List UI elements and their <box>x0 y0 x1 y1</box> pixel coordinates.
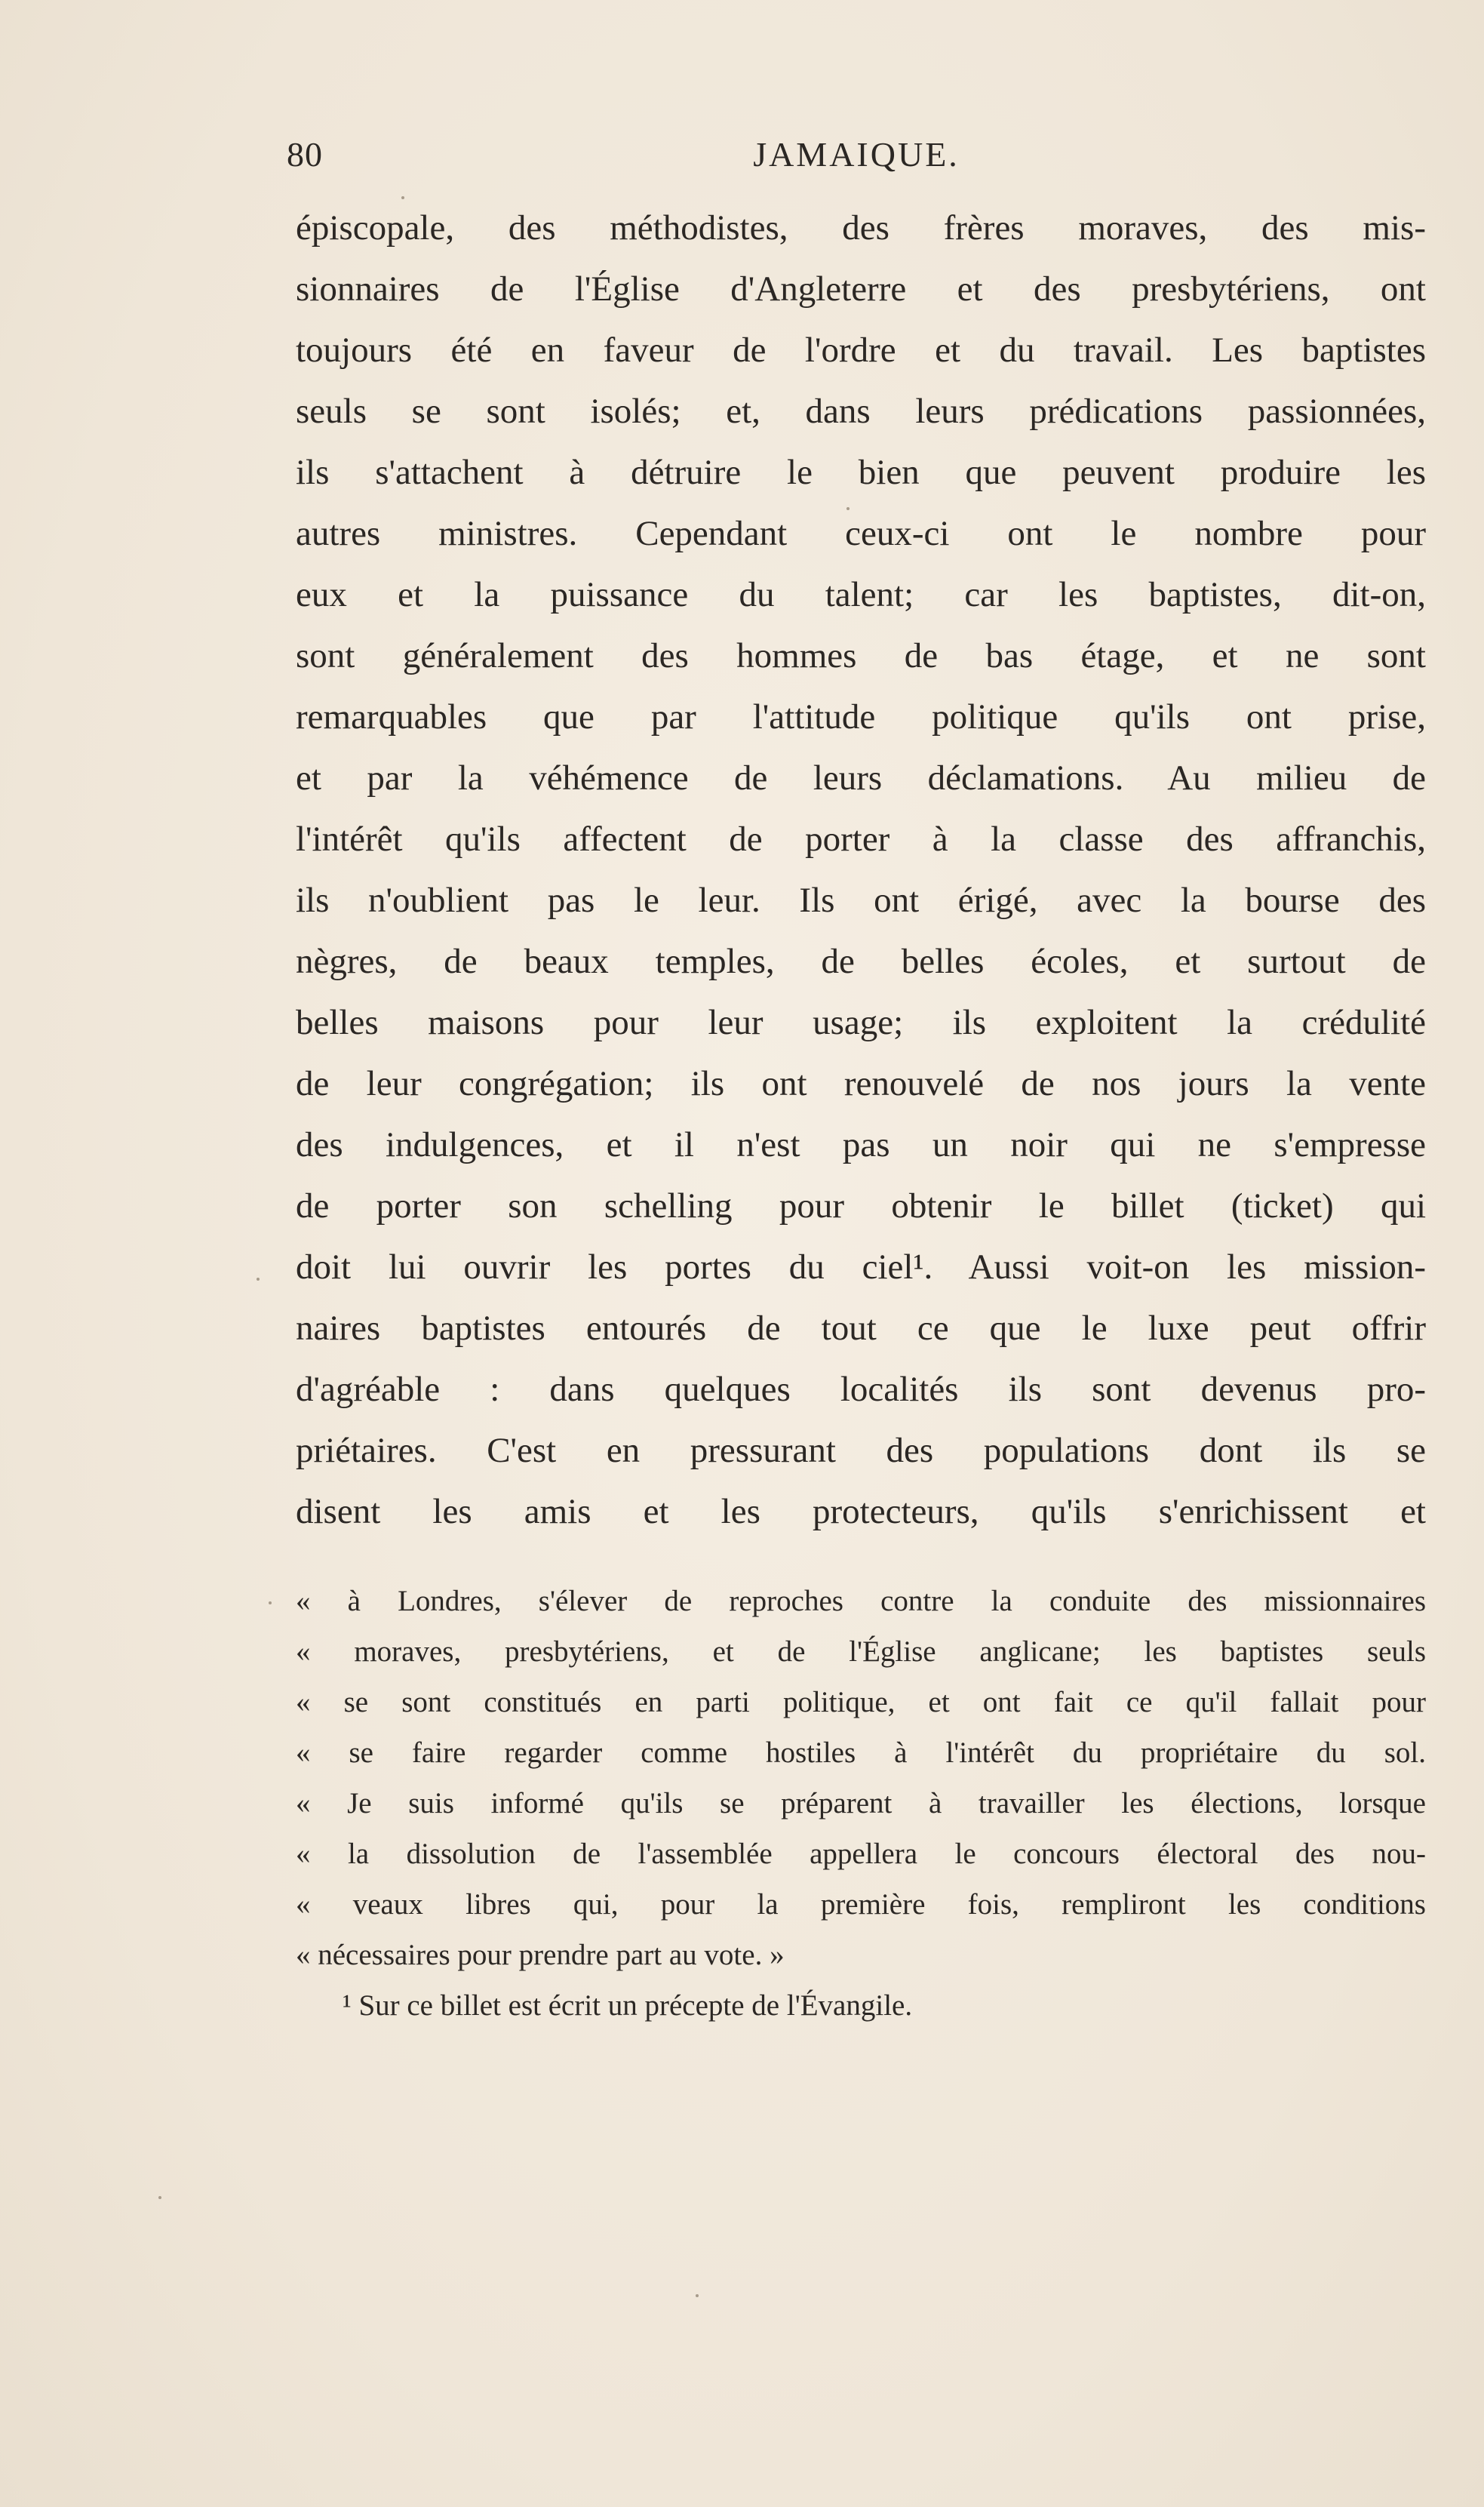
paper-speck <box>158 2196 161 2199</box>
footnote-line: « moraves, presbytériens, et de l'Église anglicane; les baptistes seuls <box>296 1635 1426 1668</box>
body-line: belles maisons pour leur usage; ils exploitent la crédulité <box>296 1003 1426 1042</box>
body-line: ils n'oublient pas le leur. Ils ont érigé, avec la bourse des <box>296 881 1426 920</box>
body-line: sionnaires de l'Église d'Angleterre et des presbytériens, ont <box>296 269 1426 309</box>
footnote-line: « veaux libres qui, pour la première fois, rempliront les conditions <box>296 1888 1426 1921</box>
body-line: des indulgences, et il n'est pas un noir qui ne s'empresse <box>296 1125 1426 1164</box>
footnote-line: « à Londres, s'élever de reproches contre la conduite des missionnaires <box>296 1585 1426 1617</box>
body-line: toujours été en faveur de l'ordre et du travail. Les baptistes <box>296 331 1426 370</box>
paper-speck <box>696 2294 699 2297</box>
footnote-line: « la dissolution de l'assemblée appellera le concours électoral des nou- <box>296 1838 1426 1870</box>
body-line: disent les amis et les protecteurs, qu'ils s'enrichissent et <box>296 1492 1426 1531</box>
body-line: nègres, de beaux temples, de belles écoles, et surtout de <box>296 942 1426 981</box>
paper-speck <box>257 1278 260 1281</box>
paper-speck <box>846 507 850 510</box>
footnote-line: « nécessaires pour prendre part au vote. » <box>296 1939 785 1971</box>
body-line: doit lui ouvrir les portes du ciel¹. Aussi voit-on les mission- <box>296 1247 1426 1287</box>
footnote-1: ¹ Sur ce billet est écrit un précepte de l'Évangile. <box>343 1989 913 2022</box>
body-line: et par la véhémence de leurs déclamations. Au milieu de <box>296 758 1426 798</box>
body-line: eux et la puissance du talent; car les baptistes, dit-on, <box>296 575 1426 614</box>
body-line: d'agréable : dans quelques localités ils sont devenus pro- <box>296 1370 1426 1409</box>
paper-speck <box>269 1601 272 1604</box>
footnote-line: « Je suis informé qu'ils se préparent à travailler les élections, lorsque <box>296 1787 1426 1819</box>
paper-speck <box>401 196 404 199</box>
footnotes <box>296 1576 1426 2031</box>
page-number: 80 <box>287 135 323 174</box>
body-line: épiscopale, des méthodistes, des frères moraves, des mis- <box>296 208 1426 248</box>
running-head: JAMAIQUE. <box>753 135 960 174</box>
body-line: autres ministres. Cependant ceux-ci ont le nombre pour <box>296 514 1426 553</box>
body-line: de porter son schelling pour obtenir le billet (ticket) qui <box>296 1186 1426 1226</box>
body-line: seuls se sont isolés; et, dans leurs prédications passionnées, <box>296 392 1426 431</box>
body-line: l'intérêt qu'ils affectent de porter à la classe des affranchis, <box>296 820 1426 859</box>
footnote-line: « se faire regarder comme hostiles à l'intérêt du propriétaire du sol. <box>296 1736 1426 1769</box>
page-header <box>287 134 1426 180</box>
footnote-line: « se sont constitués en parti politique, et ont fait ce qu'il fallait pour <box>296 1686 1426 1718</box>
body-line: ils s'attachent à détruire le bien que peuvent produire les <box>296 453 1426 492</box>
body-line: sont généralement des hommes de bas étage, et ne sont <box>296 636 1426 675</box>
body-text <box>296 198 1426 1543</box>
body-line: naires baptistes entourés de tout ce que le luxe peut offrir <box>296 1309 1426 1348</box>
body-line: de leur congrégation; ils ont renouvelé de nos jours la vente <box>296 1064 1426 1103</box>
body-line: remarquables que par l'attitude politique qu'ils ont prise, <box>296 697 1426 737</box>
body-line: priétaires. C'est en pressurant des populations dont ils se <box>296 1431 1426 1470</box>
